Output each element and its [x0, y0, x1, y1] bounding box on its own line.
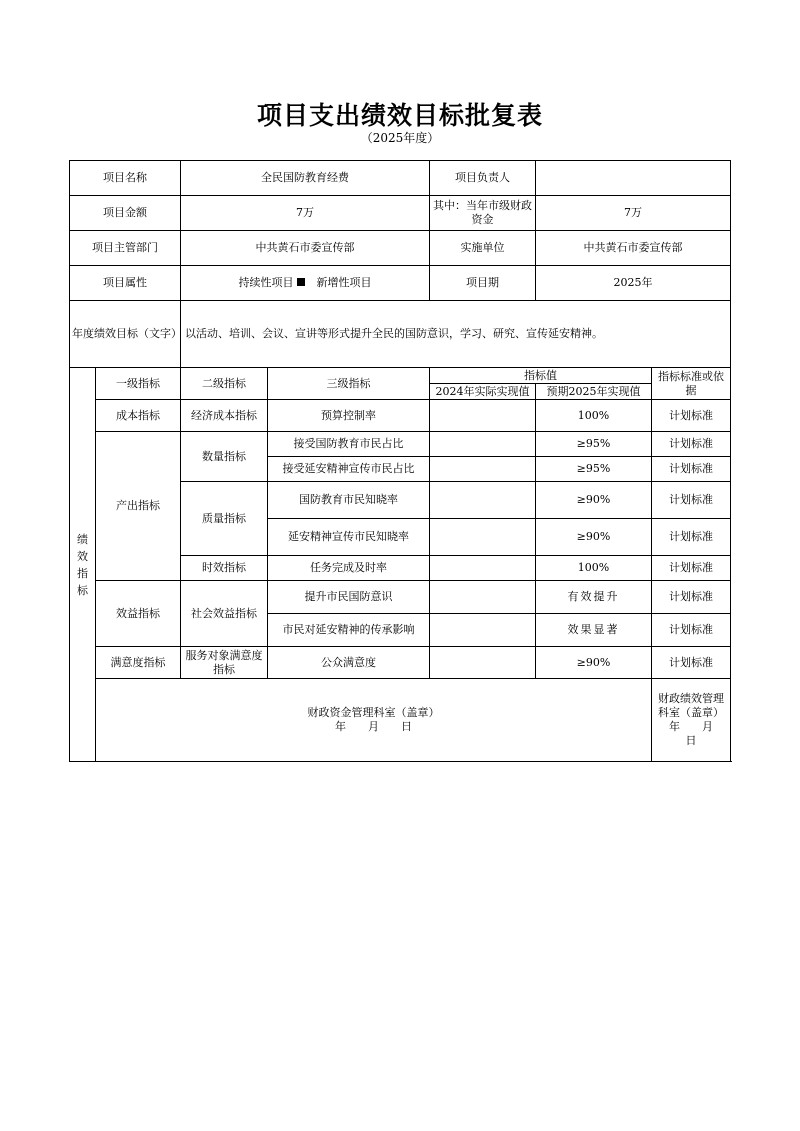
table-row: [70, 400, 731, 432]
expected-cell: ≥90%: [536, 519, 652, 556]
leader-label: 项目负责人: [430, 161, 536, 196]
level1-cell: 效益指标: [96, 581, 181, 647]
impl-value: 中共黄石市委宣传部: [536, 231, 731, 266]
expected-cell: ≥90%: [536, 482, 652, 519]
indicators-section-label: 绩效指标: [70, 368, 96, 762]
amount-value: 7万: [181, 196, 430, 231]
leader-value: [536, 161, 731, 196]
actual-cell: [430, 556, 536, 581]
seal-row: [70, 679, 731, 762]
basis-cell: 计划标准: [652, 556, 731, 581]
level1-cell: 产出指标: [96, 432, 181, 581]
period-value: 2025年: [536, 266, 731, 301]
goal-row: [70, 301, 731, 368]
level3-cell: 接受延安精神宣传市民占比: [268, 457, 430, 482]
basis-cell: 计划标准: [652, 432, 731, 457]
expected-cell: ≥95%: [536, 432, 652, 457]
attr-new: 新增性项目: [316, 276, 372, 289]
perf-office-date: 年 月 日: [669, 720, 735, 747]
goal-text: 以活动、培训、会议、宣讲等形式提升全民的国防意识，学习、研究、宣传延安精神。: [181, 301, 731, 368]
goal-label: 年度绩效目标（文字）: [70, 301, 181, 368]
header-basis: 指标标准或依据: [652, 368, 731, 400]
info-row: [70, 196, 731, 231]
approval-table: [69, 160, 735, 762]
city-funds-label: 其中：当年市级财政资金: [430, 196, 536, 231]
level3-cell: 公众满意度: [268, 647, 430, 679]
project-name-label: 项目名称: [70, 161, 181, 196]
header-expected-2025: 预期2025年实现值: [536, 384, 652, 400]
level3-cell: 预算控制率: [268, 400, 430, 432]
dept-value: 中共黄石市委宣传部: [181, 231, 430, 266]
basis-cell: 计划标准: [652, 614, 731, 647]
expected-cell: ≥90%: [536, 647, 652, 679]
expected-cell: 100%: [536, 400, 652, 432]
basis-cell: 计划标准: [652, 400, 731, 432]
impl-label: 实施单位: [430, 231, 536, 266]
actual-cell: [430, 614, 536, 647]
header-level1: 一级指标: [96, 368, 181, 400]
table-row: [70, 432, 731, 457]
basis-cell: 计划标准: [652, 482, 731, 519]
header-level2: 二级指标: [181, 368, 268, 400]
basis-cell: 计划标准: [652, 647, 731, 679]
basis-cell: 计划标准: [652, 581, 731, 614]
expected-cell: 有效提升: [536, 581, 652, 614]
info-row: [70, 161, 731, 196]
checkbox-filled-icon: [297, 278, 305, 286]
actual-cell: [430, 457, 536, 482]
dept-label: 项目主管部门: [70, 231, 181, 266]
actual-cell: [430, 432, 536, 457]
actual-cell: [430, 400, 536, 432]
level2-cell: 时效指标: [181, 556, 268, 581]
header-actual-2024: 2024年实际实现值: [430, 384, 536, 400]
finance-office-seal: [96, 679, 652, 762]
level3-cell: 提升市民国防意识: [268, 581, 430, 614]
expected-cell: 效果显著: [536, 614, 652, 647]
page-title: 项目支出绩效目标批复表: [256, 101, 543, 130]
period-label: 项目期: [430, 266, 536, 301]
header-level3: 三级指标: [268, 368, 430, 400]
level2-cell: 数量指标: [181, 432, 268, 482]
level3-cell: 国防教育市民知晓率: [268, 482, 430, 519]
level2-cell: 社会效益指标: [181, 581, 268, 647]
level1-cell: 满意度指标: [96, 647, 181, 679]
perf-office-seal: [652, 679, 735, 762]
perf-office-label: 财政绩效管理科室（盖章）: [658, 692, 724, 719]
header-value: 指标值: [430, 368, 652, 384]
table-row: [70, 581, 731, 614]
expected-cell: 100%: [536, 556, 652, 581]
level1-cell: 成本指标: [96, 400, 181, 432]
basis-cell: 计划标准: [652, 457, 731, 482]
attr-continuing: 持续性项目: [238, 276, 294, 289]
level2-cell: 经济成本指标: [181, 400, 268, 432]
amount-label: 项目金额: [70, 196, 181, 231]
info-row: [70, 266, 731, 301]
finance-office-label: 财政资金管理科室（盖章）: [307, 706, 440, 719]
level3-cell: 任务完成及时率: [268, 556, 430, 581]
level2-cell: 质量指标: [181, 482, 268, 556]
actual-cell: [430, 581, 536, 614]
indicator-header-row: [70, 368, 731, 384]
expected-cell: ≥95%: [536, 457, 652, 482]
level3-cell: 市民对延安精神的传承影响: [268, 614, 430, 647]
actual-cell: [430, 482, 536, 519]
level2-cell: 服务对象满意度指标: [181, 647, 268, 679]
attr-label: 项目属性: [70, 266, 181, 301]
level3-cell: 延安精神宣传市民知晓率: [268, 519, 430, 556]
level3-cell: 接受国防教育市民占比: [268, 432, 430, 457]
project-name: 全民国防教育经费: [181, 161, 430, 196]
actual-cell: [430, 647, 536, 679]
actual-cell: [430, 519, 536, 556]
city-funds-value: 7万: [536, 196, 731, 231]
table-row: [70, 647, 731, 679]
info-row: [70, 231, 731, 266]
attr-value: [181, 266, 430, 301]
basis-cell: 计划标准: [652, 519, 731, 556]
page-subtitle: （2025年度）: [360, 131, 440, 145]
finance-office-date: 年 月 日: [335, 720, 412, 733]
